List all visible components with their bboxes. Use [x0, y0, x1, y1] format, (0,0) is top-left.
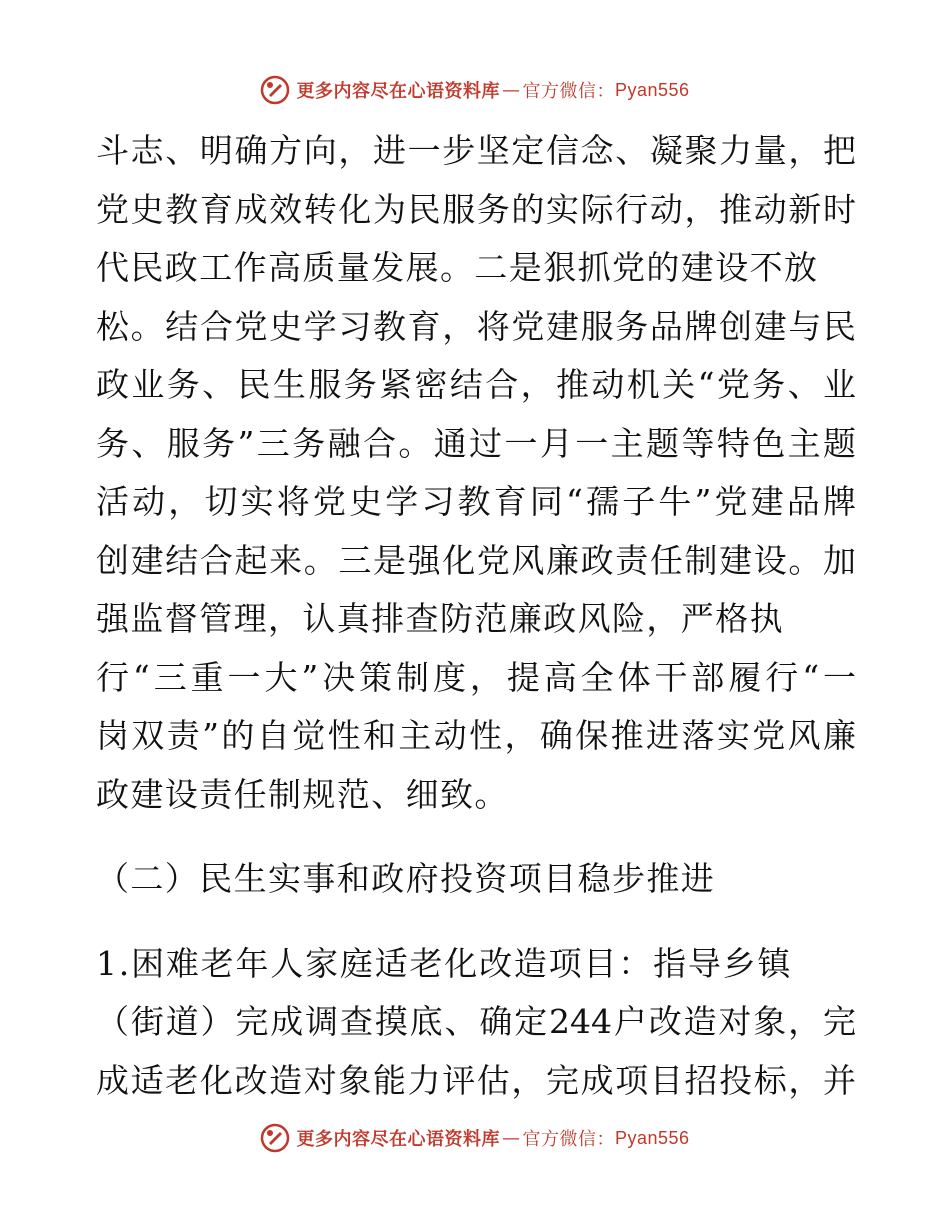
paragraph-line: 代民政工作高质量发展。二是狠抓党的建设不放	[96, 248, 819, 287]
watermark-title: 更多内容尽在心语资料库	[296, 1129, 500, 1150]
paragraph-line: 1.困难老年人家庭适老化改造项目：指导乡镇	[96, 943, 793, 983]
paragraph-line: 斗志、明确方向，进一步坚定信念、凝聚力量，把	[96, 131, 856, 170]
watermark-wechat-id: Pyan556	[614, 1127, 690, 1148]
paragraph-line: 岗双责”的自觉性和主动性，确保推进落实党风廉	[96, 716, 856, 755]
paragraph-line: 政业务、民生服务紧密结合，推动机关“党务、业	[96, 365, 856, 404]
header-watermark	[0, 70, 950, 110]
section-heading: （二）民生实事和政府投资项目稳步推进	[96, 859, 716, 898]
watermark-wechat-label: 官方微信：	[522, 81, 615, 102]
watermark-title: 更多内容尽在心语资料库	[296, 81, 500, 102]
paragraph-line: 成适老化改造对象能力评估，完成项目招投标，并	[96, 1060, 856, 1100]
paragraph-line: 创建结合起来。三是强化党风廉政责任制建设。加	[96, 540, 856, 580]
paragraph-line: 务、服务”三务融合。通过一月一主题等特色主题	[96, 423, 856, 463]
document-body	[96, 122, 856, 1110]
watermark-separator: —	[501, 1127, 521, 1149]
paragraph-line: 强监督管理，认真排查防范廉政风险，严格执	[96, 599, 784, 638]
watermark-separator: —	[501, 79, 521, 101]
paragraph-line: 政建设责任制规范、细致。	[96, 774, 509, 814]
watermark-wechat-label: 官方微信：	[522, 1129, 615, 1150]
paragraph-line: 松。结合党史学习教育，将党建服务品牌创建与民	[96, 306, 856, 346]
paragraph-line: 党史教育成效转化为民服务的实际行动，推动新时	[96, 189, 856, 229]
watermark-logo-icon	[260, 1123, 290, 1153]
footer-watermark	[0, 1118, 950, 1158]
watermark-wechat-id: Pyan556	[614, 79, 690, 100]
paragraph-line: 行“三重一大”决策制度，提高全体干部履行“一	[96, 657, 856, 697]
paragraph-line: 活动，切实将党史学习教育同“孺子牛”党建品牌	[96, 482, 856, 521]
paragraph-line: （街道）完成调查摸底、确定244户改造对象，完	[96, 1002, 856, 1041]
watermark-logo-icon	[260, 75, 290, 105]
